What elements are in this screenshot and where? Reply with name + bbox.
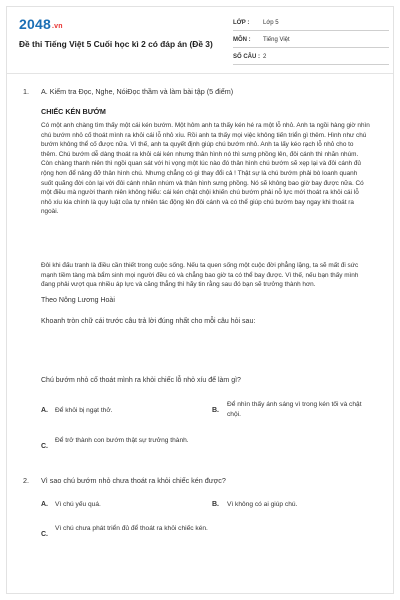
question-2-text: Vì sao chú bướm nhỏ chưa thoát ra khỏi chiếc kén được?	[41, 476, 226, 485]
instruction-text: Khoanh tròn chữ cái trước câu trả lời đúng nhất cho mỗi câu hỏi sau:	[41, 318, 256, 325]
document-title: Đề thi Tiếng Việt 5 Cuối học kì 2 có đáp án (Đề 3)	[19, 39, 213, 49]
q1-option-c-letter[interactable]: C.	[41, 443, 48, 450]
logo-suffix: .vn	[51, 23, 63, 30]
info-label: LỚP :	[233, 20, 250, 26]
q2-option-a-letter[interactable]: A.	[41, 501, 48, 508]
info-label: SỐ CÂU :	[233, 54, 260, 60]
story-author: Theo Nông Lương Hoài	[41, 297, 115, 304]
page-header	[7, 7, 393, 69]
q1-option-b-letter[interactable]: B.	[212, 407, 219, 414]
info-value: 2	[263, 54, 267, 60]
exam-info	[233, 15, 389, 66]
story-paragraph-1: Có một anh chàng tìm thấy một cái kén bướm. Một hôm anh ta thấy kén hé ra một lỗ nhỏ. Anh ta ngồi hàng giờ nhìn chú bướm nhỏ cố thoát mình ra khỏi cái lỗ nhỏ xíu. Rồi anh ta thấy mọi việc không tiến triển gì thêm. Hình như chú bướm không thể cố được nữa. Vì thế, anh ta quyết định giúp chú bướm nhỏ. Anh ta lấy kéo rạch lỗ nhỏ cho to thêm. Chú bướm dễ dàng thoát ra khỏi cái kén nhưng thân hình nó thì sưng phồng lên, đôi cánh thì nhăn nhúm. Còn chàng thanh niên thì ngồi quan sát với hi vọng một lúc nào đó thân hình chú bướm sẽ xẹp lại và đôi cánh đủ rộng hơn để nâng đỡ thân hình chú. Nhưng chẳng có gì thay đổi cả ! Thật sự là chú bướm phải bò loanh quanh suốt quãng đời còn lại với đôi cánh nhăn nhúm và thân hình sưng phồng. Nó sẽ không bao giờ bay được nữa. Có một điều mà người thanh niên không hiểu: cái kén chật chội khiến chú bướm phải nỗ lực mới thoát ra khỏi cái lỗ nhỏ xíu kia chính là quy luật của tự nhiên tác động lên đôi cánh và có thể giúp chú bướm bay ngay khi thoát ra ngoài.	[41, 122, 370, 216]
q2-option-b-text[interactable]: Vì không có ai giúp chú.	[227, 501, 298, 508]
info-row-class	[233, 15, 389, 32]
info-divider	[233, 64, 389, 65]
q2-option-b-letter[interactable]: B.	[212, 501, 219, 508]
q1-option-b-text[interactable]: Để nhìn thấy ánh sáng vì trong kén tối và chật chội.	[227, 401, 362, 418]
q2-option-c-letter[interactable]: C.	[41, 531, 48, 538]
story-title: CHIẾC KÉN BƯỚM	[41, 107, 106, 116]
q2-option-c-text[interactable]: Vì chú chưa phát triển đủ để thoát ra khỏi chiếc kén.	[55, 525, 208, 532]
q1-option-c-text[interactable]: Để trở thành con bướm thật sự trưởng thành.	[55, 437, 189, 444]
logo-text: 2048	[19, 16, 51, 32]
question-1-text: Chú bướm nhỏ cố thoát mình ra khỏi chiếc lỗ nhỏ xíu để làm gì?	[41, 377, 241, 384]
info-label: MÔN :	[233, 37, 251, 43]
header-divider	[7, 73, 393, 74]
info-row-subject	[233, 32, 389, 49]
exam-page	[6, 6, 394, 594]
info-divider	[233, 47, 389, 48]
story-paragraph-2: Đôi khi đấu tranh là điều cần thiết trong cuộc sống. Nếu ta quen sống một cuộc đời phẳng lặng, ta sẽ mất đi sức mạnh tiềm tàng mà bẩm sinh mọi người đều có và chẳng bao giờ ta có thể bay được. Vì thế, nếu bạn thấy mình đang phải vượt qua nhiều áp lực và căng thẳng thì hãy tin rằng sau đó bạn sẽ trưởng thành hơn.	[41, 262, 359, 289]
section-heading: A. Kiểm tra Đọc, Nghe, NóiĐọc thầm và làm bài tập (5 điểm)	[41, 87, 234, 96]
question-2-number: 2.	[23, 476, 29, 485]
q1-option-a-text[interactable]: Để khỏi bị ngạt thở.	[55, 407, 113, 414]
info-divider	[233, 30, 389, 31]
info-value: Tiếng Việt	[263, 37, 290, 43]
q1-option-a-letter[interactable]: A.	[41, 407, 48, 414]
q2-option-a-text[interactable]: Vì chú yếu quá.	[55, 501, 101, 508]
site-logo[interactable]	[19, 16, 63, 32]
info-row-count	[233, 49, 389, 66]
section-number: 1.	[23, 87, 29, 96]
info-value: Lớp 5	[263, 20, 279, 26]
